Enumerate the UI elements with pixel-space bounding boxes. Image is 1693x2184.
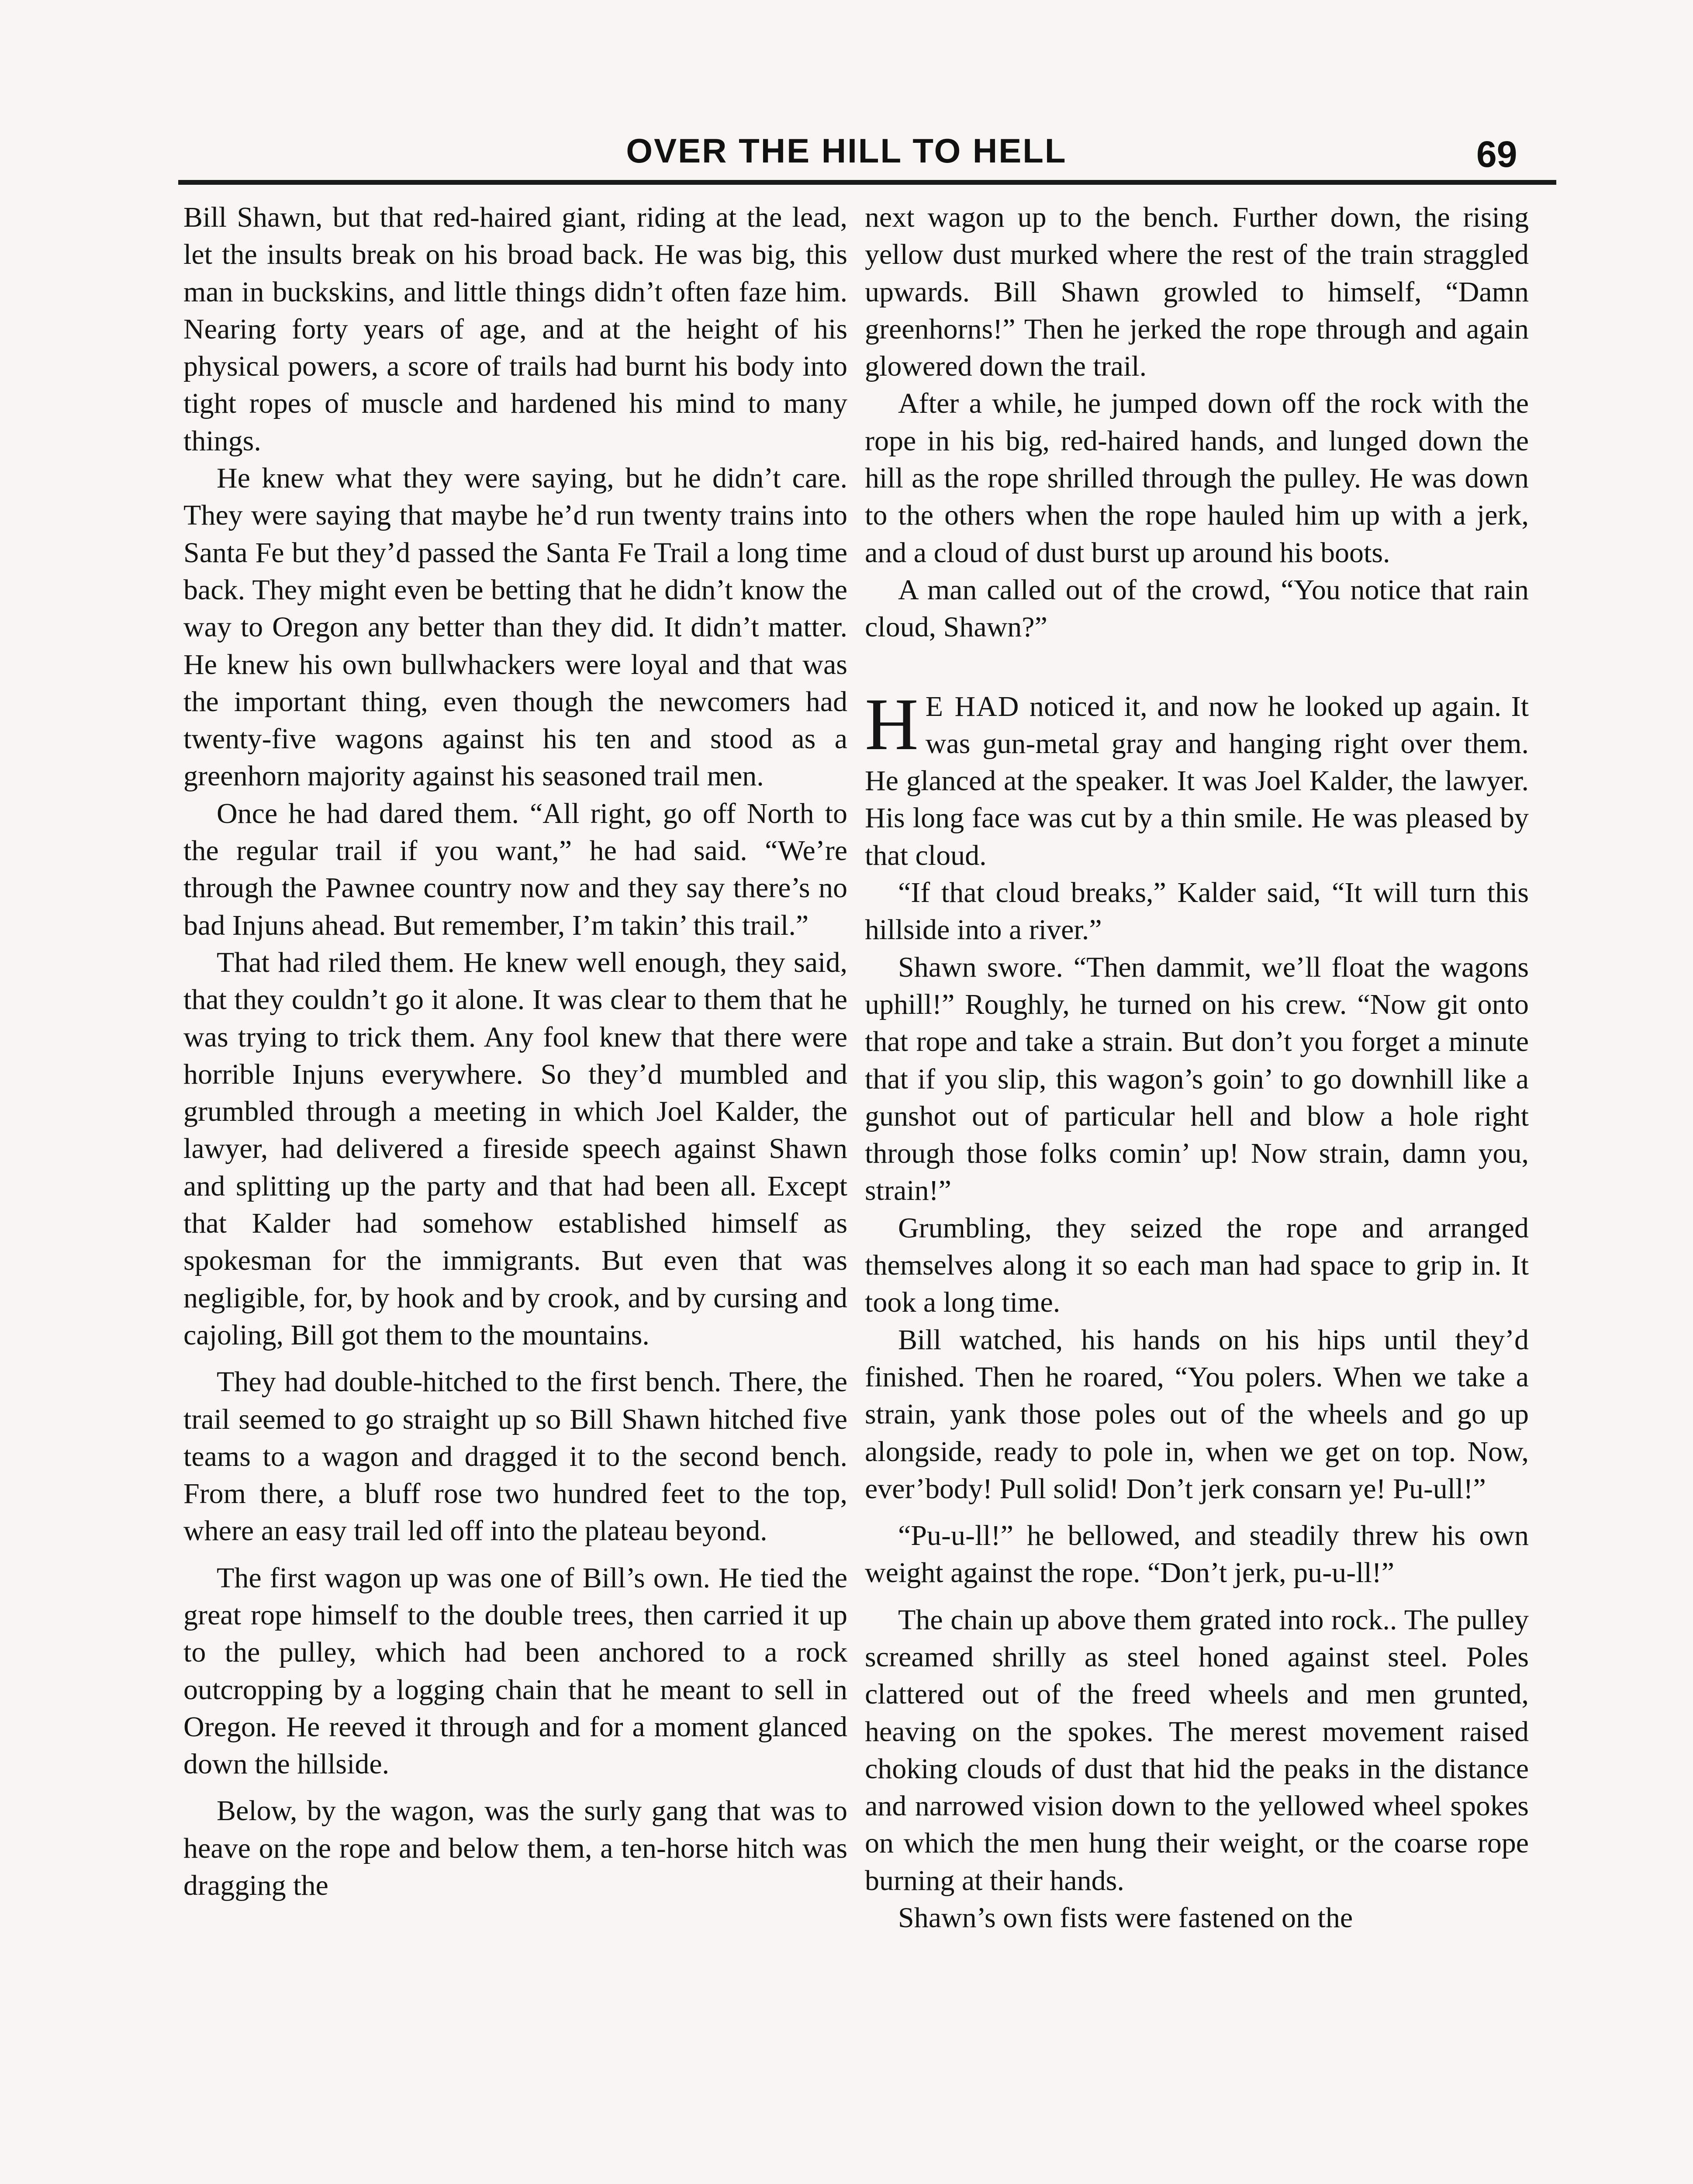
paragraph: They had double-hitched to the first bench. There, the trail seemed to go straight up so Bill Shawn hitched five teams to a wagon and dragged it to the second bench. From there, a bluff rose two hundred feet to the top, where an easy trail led off into the plateau beyond.	[183, 1366, 847, 1547]
right-column	[865, 199, 1529, 1936]
paragraph: The first wagon up was one of Bill’s own. He tied the great rope himself to the double trees, then carried it up to the pulley, which had been anchored to a rock outcropping by a logging chain that he meant to sell in Oregon. He reeved it through and for a moment glanced down the hillside.	[183, 1562, 847, 1780]
page-number: 69	[1476, 134, 1517, 175]
running-head-title: OVER THE HILL TO HELL	[626, 131, 1067, 170]
paragraph-text: noticed it, and now he looked up again. It was gun-metal gray and hanging right over them. He glanced at the speaker. It was Joel Kalder, the lawyer. His long face was cut by a thin smile. He was pleased by that cloud.	[865, 690, 1529, 871]
paragraph: “Pu-u-ll!” he bellowed, and steadily threw his own weight against the rope. “Don’t jerk, pu-u-ll!”	[865, 1520, 1529, 1589]
left-column	[183, 199, 847, 1904]
paragraph: He knew what they were saying, but he didn’t care. They were saying that maybe he’d run twenty trains into Santa Fe but they’d passed the Santa Fe Trail a long time back. They might even be betting that he didn’t know the way to Oregon any better than they did. It didn’t matter. He knew his own bullwhackers were loyal and that was the important thing, even though the newcomers had twenty-five wagons against his ten and stood as a greenhorn majority against his seasoned trail men.	[183, 462, 847, 792]
paragraph: After a while, he jumped down off the rock with the rope in his big, red-haired hands, and lunged down the hill as the rope shrilled through the pulley. He was down to the others when the rope hauled him up with a jerk, and a cloud of dust burst up around his boots.	[865, 387, 1529, 569]
paragraph: Shawn’s own fists were fastened on the	[898, 1902, 1353, 1934]
paragraph: The chain up above them grated into rock.. The pulley screamed shrilly as steel honed against steel. Poles clattered out of the freed wheels and men grunted, heaving on the spokes. The merest movement raised choking clouds of dust that hid the peaks in the distance and narrowed vision down to the yellowed wheel spokes on which the men hung their weight, or the coarse rope burning at their hands.	[865, 1603, 1529, 1897]
section-opening-paragraph	[865, 683, 1529, 874]
paragraph: Grumbling, they seized the rope and arranged themselves along it so each man had space to grip in. It took a long time.	[865, 1212, 1529, 1319]
paragraph: Once he had dared them. “All right, go off North to the regular trail if you want,” he had said. “We’re through the Pawnee country now and they say there’s no bad Injuns ahead. But remember, I’m takin’ this trail.”	[183, 797, 847, 941]
paragraph: A man called out of the crowd, “You notice that rain cloud, Shawn?”	[865, 574, 1529, 643]
lead-in-caps: E HAD	[925, 690, 1020, 722]
paragraph: Bill watched, his hands on his hips until they’d finished. Then he roared, “You polers. When we take a strain, yank those poles out of the wheels and go up alongside, ready to pole in, when we get on top. Now, ever’body! Pull solid! Don’t jerk consarn ye! Pu-ull!”	[865, 1324, 1529, 1505]
paragraph: That had riled them. He knew well enough, they said, that they couldn’t go it alone. It was clear to them that he was trying to trick them. Any fool knew that there were horrible Injuns everywhere. So they’d mumbled and grumbled through a meeting in which Joel Kalder, the lawyer, had delivered a fireside speech against Shawn and splitting up the party and that had been all. Except that Kalder had somehow established himself as spokesman for the immigrants. But even that was negligible, for, by hook and by crook, and by cursing and cajoling, Bill got them to the mountains.	[183, 946, 847, 1351]
header-rule	[178, 180, 1556, 185]
paragraph: Below, by the wagon, was the surly gang that was to heave on the rope and below them, a ten-horse hitch was dragging the	[183, 1795, 847, 1902]
paragraph: Shawn swore. “Then dammit, we’ll float the wagons uphill!” Roughly, he turned on his crew. “Now git onto that rope and take a strain. But don’t you forget a minute that if you slip, this wagon’s goin’ to go downhill like a gunshot out of particular hell and blow a hole right through those folks comin’ up! Now strain, damn you, strain!”	[865, 951, 1529, 1207]
paragraph: next wagon up to the bench. Further down, the rising yellow dust murked where the rest of the train straggled upwards. Bill Shawn growled to himself, “Damn greenhorns!” Then he jerked the rope through and again glowered down the trail.	[865, 201, 1529, 383]
drop-cap-letter: H	[865, 683, 919, 765]
paragraph: “If that cloud breaks,” Kalder said, “It will turn this hillside into a river.”	[865, 877, 1529, 946]
paragraph: Bill Shawn, but that red-haired giant, riding at the lead, let the insults break on his broad back. He was big, this man in buckskins, and little things didn’t often faze him. Nearing forty years of age, and at the height of his physical powers, a score of trails had burnt his body into tight ropes of muscle and hardened his mind to many things.	[183, 201, 847, 457]
